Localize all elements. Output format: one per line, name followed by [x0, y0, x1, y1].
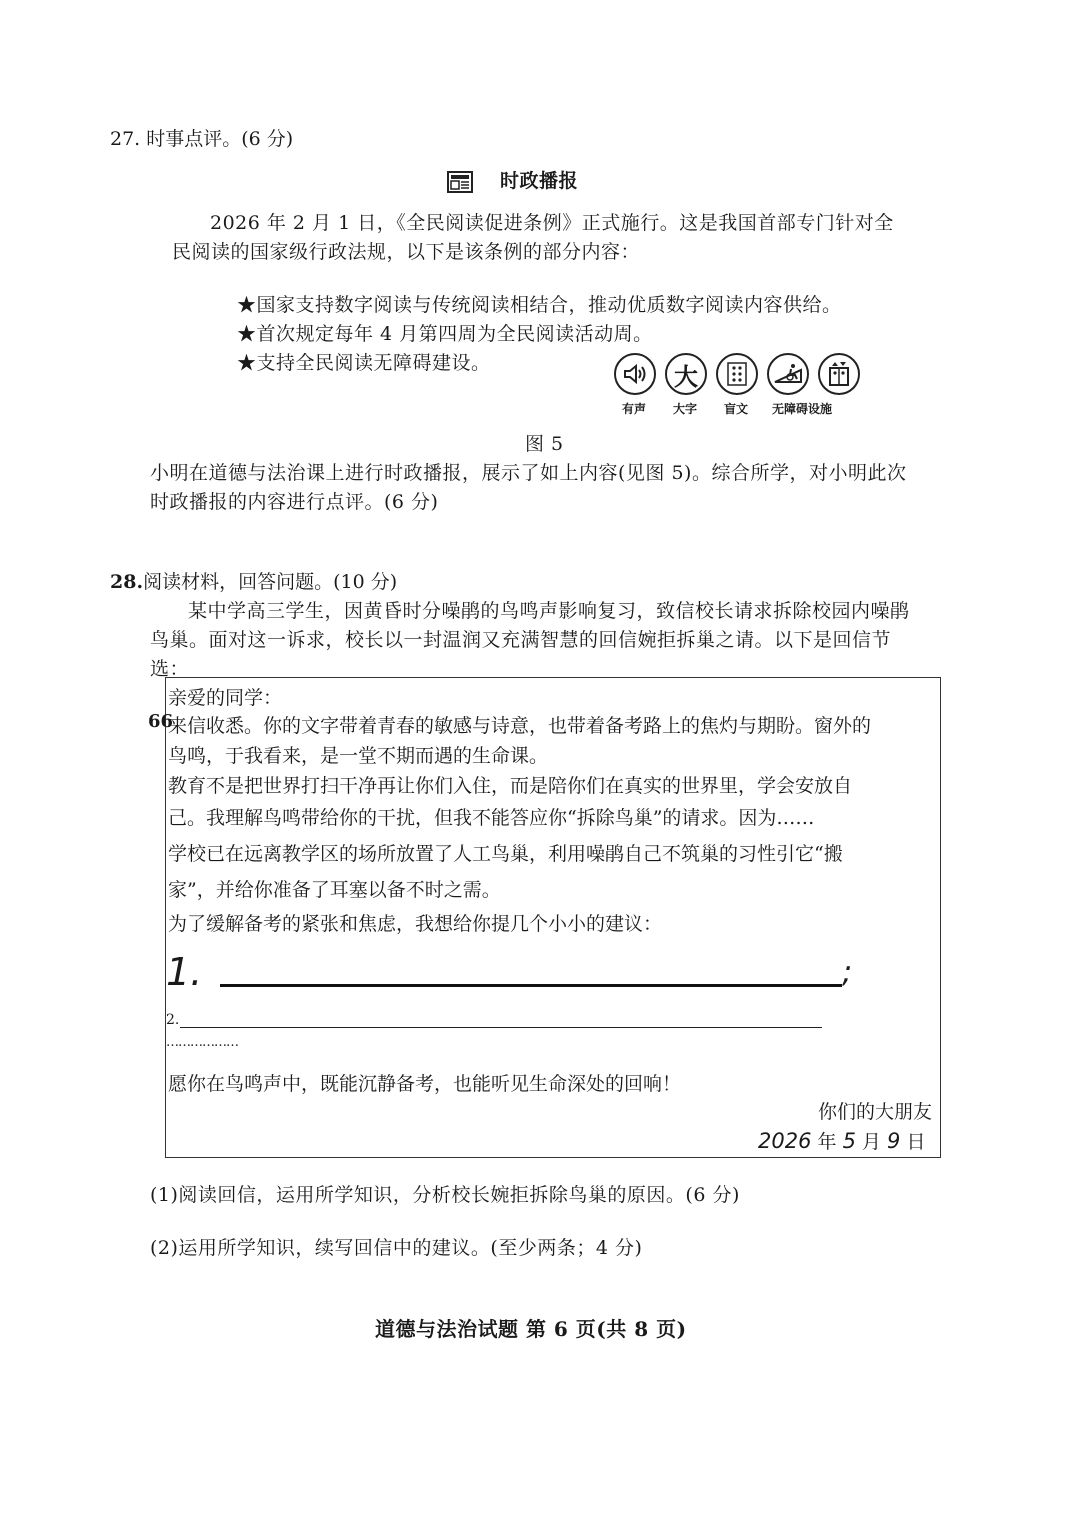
letter-line-3: 教育不是把世界打扫干净再让你们入住，而是陪你们在真实的世界里，学会安放自 — [168, 775, 853, 797]
blank-2-number: 2. — [166, 1012, 180, 1028]
icon-label-facilities: 无障碍设施 — [772, 402, 833, 416]
accessibility-icons — [612, 353, 864, 419]
ramp-icon — [767, 353, 809, 395]
q28-sub-question-1: (1)阅读回信，运用所学知识，分析校长婉拒拆除鸟巢的原因。(6 分) — [150, 1184, 740, 1206]
q27-title: 27. 时事点评。(6 分) — [110, 128, 294, 150]
q28-sub-question-2: (2)运用所学知识，续写回信中的建议。(至少两条；4 分) — [150, 1237, 643, 1259]
date-year-unit: 年 — [817, 1131, 837, 1153]
braille-icon — [716, 353, 758, 395]
letter-line-7: 为了缓解备考的紧张和焦虑，我想给你提几个小小的建议： — [168, 913, 663, 935]
figure-caption: 图 5 — [525, 433, 564, 455]
date-day: 9 — [887, 1129, 901, 1153]
date-month: 5 — [842, 1129, 856, 1153]
large-print-icon: 大 — [665, 353, 707, 395]
letter-line-6: 家”，并给你准备了耳塞以备不时之需。 — [168, 879, 501, 901]
bullet-3: ★支持全民阅读无障碍建设。 — [237, 352, 491, 374]
bullet-2: ★首次规定每年 4 月第四周为全民阅读活动周。 — [237, 323, 653, 345]
letter-date — [758, 1127, 925, 1154]
newspaper-icon — [447, 171, 473, 193]
blank-2-line[interactable] — [180, 1027, 822, 1028]
news-heading: 时政播报 — [500, 170, 579, 192]
date-day-unit: 日 — [906, 1131, 926, 1153]
letter-ellipsis: ……………… — [166, 1035, 238, 1050]
bullet-1: ★国家支持数字阅读与传统阅读相结合，推动优质数字阅读内容供给。 — [237, 294, 842, 316]
news-line-2: 民阅读的国家级行政法规，以下是该条例的部分内容： — [172, 241, 641, 263]
q28-number: 28. — [110, 571, 144, 593]
letter-line-1: 来信收悉。你的文字带着青春的敏感与诗意，也带着备考路上的焦灼与期盼。窗外的 — [168, 715, 872, 737]
q28-intro-line-1: 某中学高三学生，因黄昏时分噪鹃的鸟鸣声影响复习，致信校长请求拆除校园内噪鹃 — [188, 600, 910, 622]
date-year: 2026 — [758, 1129, 812, 1153]
page-footer: 道德与法治试题 第 6 页(共 8 页) — [375, 1317, 687, 1341]
letter-signature: 你们的大朋友 — [818, 1101, 933, 1123]
letter-quote-mark: 66 — [148, 711, 174, 732]
date-month-unit: 月 — [861, 1131, 881, 1153]
blank-1-end: ; — [842, 955, 853, 990]
letter-line-2: 鸟鸣，于我看来，是一堂不期而遇的生命课。 — [168, 745, 549, 767]
letter-closing: 愿你在鸟鸣声中，既能沉静备考，也能听见生命深处的回响！ — [168, 1073, 682, 1095]
letter-line-5: 学校已在远离教学区的场所放置了人工鸟巢，利用噪鹃自己不筑巢的习性引它“搬 — [168, 843, 843, 865]
elevator-icon — [818, 353, 860, 395]
letter-line-4: 己。我理解鸟鸣带给你的干扰，但我不能答应你“拆除鸟巢”的请求。因为…… — [168, 807, 815, 829]
q28-intro-line-2: 鸟巢。面对这一诉求，校长以一封温润又充满智慧的回信婉拒拆巢之请。以下是回信节 — [150, 629, 892, 651]
icon-label-large-print: 大字 — [673, 402, 698, 416]
q27-prompt-line-2: 时政播报的内容进行点评。(6 分) — [150, 491, 439, 513]
q28-title — [110, 567, 397, 594]
news-line-1: 2026 年 2 月 1 日，《全民阅读促进条例》正式施行。这是我国首部专门针对全 — [210, 212, 894, 234]
icon-label-braille: 盲文 — [724, 402, 749, 416]
letter-greeting: 亲爱的同学： — [168, 687, 283, 709]
icon-label-audio: 有声 — [622, 402, 647, 416]
speaker-icon — [614, 353, 656, 395]
q28-title-text: 阅读材料，回答问题。(10 分) — [143, 571, 398, 593]
q27-prompt-line-1: 小明在道德与法治课上进行时政播报，展示了如上内容(见图 5)。综合所学，对小明此次 — [150, 462, 907, 484]
blank-1-line[interactable] — [220, 984, 842, 987]
blank-1-number: 1. — [166, 950, 203, 994]
q28-intro-line-3: 选： — [150, 658, 190, 680]
